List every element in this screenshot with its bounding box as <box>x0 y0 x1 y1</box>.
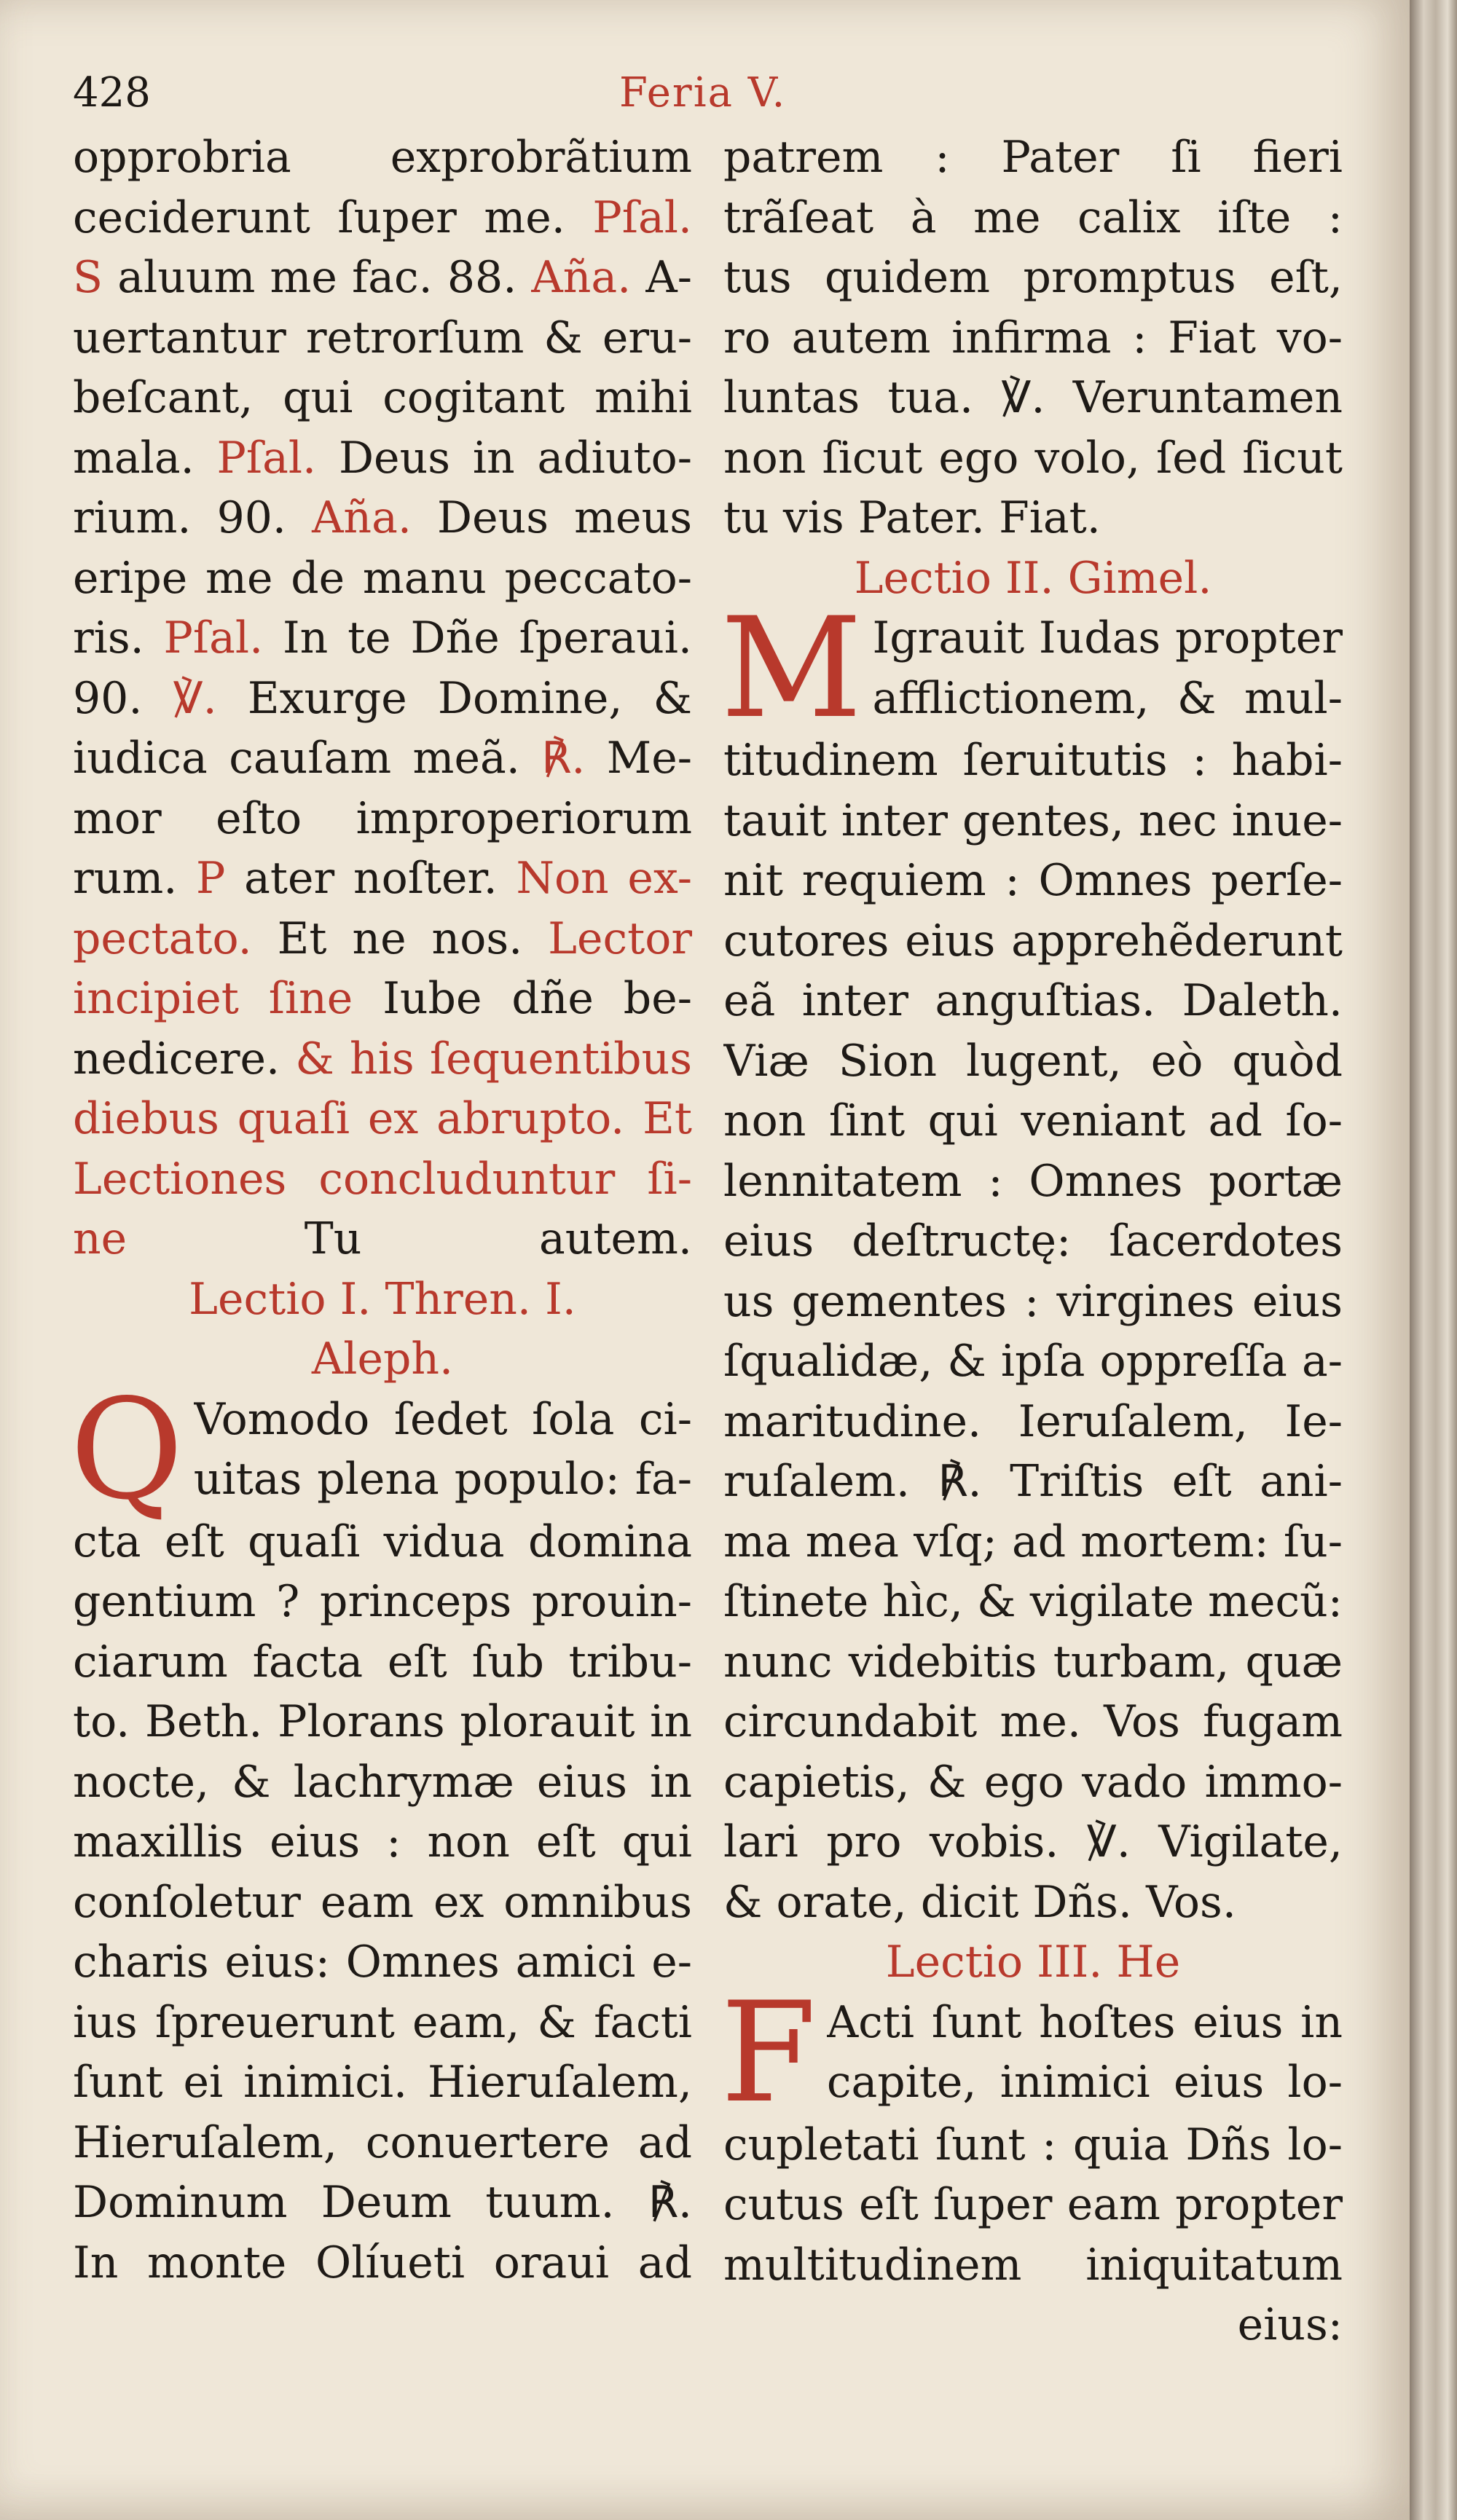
text-line: S aluum me fac. 88. Añа. A- <box>73 252 692 303</box>
text-line: luntas tua. ℣. Veruntamen <box>723 372 1343 423</box>
text-line: conſoletur eam ex omnibus <box>73 1876 692 1928</box>
text-line: titudinem ſeruitutis : habi- <box>723 735 1343 786</box>
catchword: eius: <box>1237 2299 1343 2350</box>
text-line: tauit inter gentes, nec inue- <box>723 795 1343 846</box>
text-line: ceciderunt ſuper me. Pſal. <box>73 192 692 243</box>
text-line: mala. Pſal. Deus in adiuto- <box>73 432 692 484</box>
text-line: ſqualidæ, & ipſa oppreſſa a- <box>723 1336 1343 1387</box>
text-line: ſunt ei inimici. Hieruſalem, <box>73 2057 692 2108</box>
text-line: ius ſpreuerunt eam, & facti <box>73 1996 692 2048</box>
text-line: cupletati ſunt : quia Dñs lo- <box>723 2119 1343 2170</box>
text-line: nunc videbitis turbam, quæ <box>723 1636 1343 1688</box>
drop-cap-m: M <box>720 588 863 749</box>
text-line: incipiet ſine Iube dñe be- <box>73 973 692 1024</box>
text-line: In monte Olíueti oraui ad <box>73 2237 692 2288</box>
text-line: ruſalem. ℟. Triſtis eſt ani- <box>723 1456 1343 1507</box>
text-line: mor eſto improperiorum <box>73 792 692 844</box>
text-line: Lectiones concluduntur ſi- <box>73 1153 692 1205</box>
left-column-opening-text <box>73 127 692 1269</box>
text-line: diebus quaſi ex abrupto. Et <box>73 1093 692 1144</box>
right-column <box>720 127 1343 2355</box>
text-line: cta eſt quaſi vidua domina <box>73 1516 692 1567</box>
text-line: opprobria exprobrãtium <box>73 132 692 183</box>
text-line: capietis, & ego vado immo- <box>723 1756 1343 1808</box>
text-line: non ſicut ego volo, ſed ſicut <box>723 432 1343 484</box>
text-line: lari pro vobis. ℣. Vigilate, <box>723 1816 1343 1867</box>
text-line: maxillis eius : non eſt qui <box>73 1816 692 1867</box>
text-line: Dominum Deum tuum. ℟. <box>73 2177 692 2228</box>
running-head: Feria V. <box>619 69 787 117</box>
lesson-one-body <box>70 1369 692 2293</box>
text-line: cutores eius apprehẽderunt <box>723 915 1343 966</box>
text-line: ma mea vſq; ad mortem: ſu- <box>723 1516 1343 1567</box>
text-line: trãſeat à me calix iſte : <box>723 192 1343 243</box>
page-header <box>0 69 1410 127</box>
text-line: patrem : Pater ſi fieri <box>723 132 1343 183</box>
text-line: charis eius: Omnes amici e- <box>73 1937 692 1988</box>
text-line: cutus eſt ſuper eam propter <box>723 2179 1343 2230</box>
text-line: Igrauit Iudas propter <box>872 613 1343 664</box>
text-line: Viæ Sion lugent, eò quòd <box>723 1035 1343 1087</box>
text-line: ne Tu autem. <box>73 1213 692 1264</box>
text-line: to. Beth. Plorans plorauit in <box>73 1696 692 1747</box>
text-line: us gementes : virgines eius <box>723 1275 1343 1327</box>
text-line: gentium ? princeps prouin- <box>73 1576 692 1627</box>
text-line: Vomodo ſedet ſola ci- <box>193 1393 692 1445</box>
text-line: lennitatem : Omnes portæ <box>723 1155 1343 1207</box>
text-line: ſtinete hìc, & vigilate mecũ: <box>723 1576 1343 1627</box>
page-edges <box>1410 0 1457 2520</box>
text-line: ro autem infirma : Fiat vo- <box>723 312 1343 363</box>
text-line: rium. 90. Añа. Deus meus <box>73 492 692 543</box>
text-line: pectato. Et ne nos. Lector <box>73 913 692 964</box>
text-line: & orate, dicit Dñs. Vos. <box>723 1876 1236 1928</box>
text-line: nit requiem : Omnes perſe- <box>723 855 1343 906</box>
text-line: eripe me de manu peccato- <box>73 552 692 604</box>
drop-cap-q: Q <box>70 1369 184 1530</box>
text-line: eã inter anguſtias. Daleth. <box>723 975 1343 1026</box>
text-line: nocte, & lachrymæ eius in <box>73 1756 692 1808</box>
text-line: ciarum facta eſt ſub tribu- <box>73 1636 692 1688</box>
text-line: non ſint qui veniant ad ſo- <box>723 1095 1343 1146</box>
text-line: Acti ſunt hoſtes eius in <box>826 1996 1343 2048</box>
text-line: uitas plena populo: fa- <box>193 1454 692 1505</box>
text-line: maritudine. Ieruſalem, Ie- <box>723 1395 1343 1447</box>
lesson-three-title: Lectio III. He <box>885 1937 1181 1988</box>
text-line: afflictionem, & mul- <box>872 672 1343 724</box>
lesson-two-body <box>720 588 1343 1932</box>
text-line: tus quidem promptus eſt, <box>723 252 1343 303</box>
text-line: eius deſtructę: ſacerdotes <box>723 1216 1343 1267</box>
lesson-one-title: Lectio I. Thren. I. <box>189 1273 576 1325</box>
lesson-one-letter: Aleph. <box>311 1334 454 1385</box>
text-line: iudica cauſam meã. ℟. Me- <box>73 733 692 784</box>
text-line: ris. Pſal. In te Dñe ſperaui. <box>73 613 692 664</box>
text-line: circundabit me. Vos fugam <box>723 1696 1343 1747</box>
page-number: 428 <box>73 69 151 117</box>
lesson-three-body <box>720 1972 1343 2355</box>
text-line: tu vis Pater. Fiat. <box>723 492 1101 543</box>
text-line: uertantur retrorſum & eru- <box>73 312 692 363</box>
text-line: rum. P ater noſter. Non ex- <box>73 853 692 904</box>
text-line: nedicere. & his ſequentibus <box>73 1033 692 1084</box>
text-line: beſcant, qui cogitant mihi <box>73 372 692 423</box>
left-column <box>70 127 692 2293</box>
text-line: 90. ℣. Exurge Domine, & <box>73 672 692 724</box>
lesson-two-title: Lectio II. Gimel. <box>854 552 1212 604</box>
text-line: multitudinem iniquitatum <box>723 2239 1343 2291</box>
drop-cap-f: F <box>720 1972 817 2133</box>
text-line: capite, inimici eius lo- <box>826 2057 1343 2108</box>
text-line: Hieruſalem, conuertere ad <box>73 2117 692 2168</box>
